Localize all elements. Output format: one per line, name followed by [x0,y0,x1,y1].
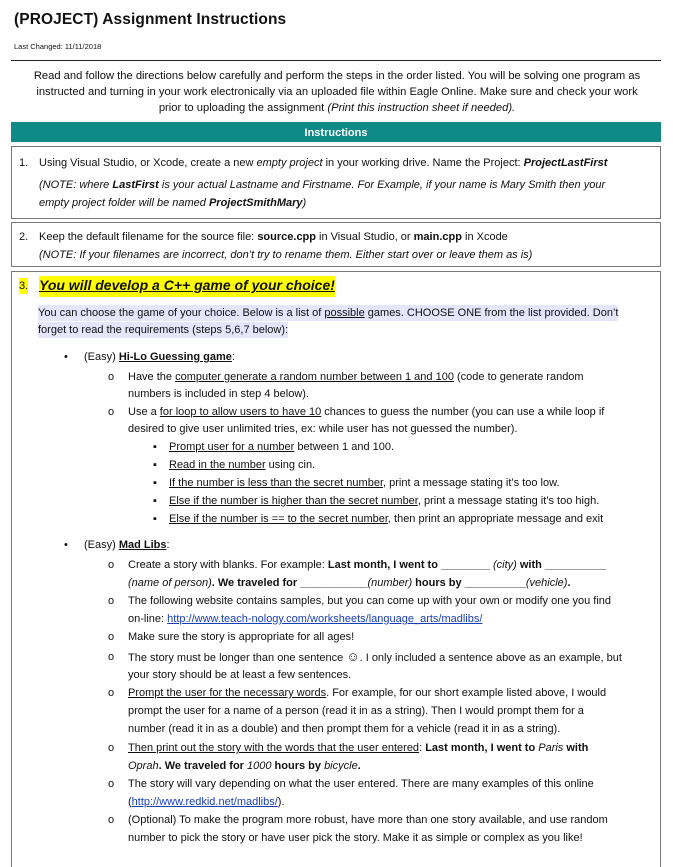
list-item: The story will vary depending on what the user entered. There are many examples of this online [128,778,594,790]
list-item: (Optional) To make the program more robust, have more than one story available, and use random [128,814,608,826]
circle-bullet: o [108,814,115,826]
circle-bullet: o [108,371,115,383]
disc-bullet: • [64,351,68,363]
list-item: The following website contains samples, but you can come up with your own or modify one you find [128,595,612,607]
list-item: your story should be at least a few sentences. [128,669,352,681]
intro-emphasis: (Print this instruction sheet if needed). [327,102,516,114]
step-number: 2. [19,231,29,243]
list-item: Use a for loop to allow users to have 10 chances to guess the number (you can use a while loop if [128,406,605,418]
step-3-title: You will develop a C++ game of your choice! [39,276,335,297]
list-item: Else if the number is == to the secret number, then print an appropriate message and exit [169,513,604,525]
smiley-icon: ☺ [346,649,360,664]
title-divider [11,60,661,61]
step-number: 1. [19,157,29,169]
list-item: numbers is included in step 4 below). [128,388,309,400]
step-2-cell [11,222,661,267]
game-option-hilo: (Easy) Hi-Lo Guessing game: [84,351,235,363]
list-item: prompt the user for a name of a person (read it in as a string). Then I would prompt them for a [128,705,584,717]
list-item: Have the computer generate a random number between 1 and 100 (code to generate random [128,371,584,383]
step-3-cell [11,271,661,867]
instructions-header: Instructions [11,122,661,142]
intro-line [12,100,662,116]
circle-bullet: o [108,559,115,571]
circle-bullet: o [108,778,115,790]
list-item: number (read it in as a double) and then prompt them for a vehicle (read it in as a string). [128,723,561,735]
circle-bullet: o [108,631,115,643]
circle-bullet: o [108,742,115,754]
list-item: (name of person). We traveled for ___________(number) hours by __________(vehicle). [128,577,571,589]
step-1-note: empty project folder will be named ProjectSmithMary) [39,197,307,209]
circle-bullet: o [108,651,115,663]
list-item: Then print out the story with the words that the user entered: Last month, I went to Paris with [128,742,589,754]
list-item: (http://www.redkid.net/madlibs/). [128,796,285,808]
list-item: The story must be longer than one sentence ☺. I only included a sentence above as an example, but [128,649,622,664]
step-2-note: (NOTE: If your filenames are incorrect, don’t try to rename them. Either start over or leave them as is) [39,249,533,261]
list-item: Create a story with blanks. For example: Last month, I went to ________ (city) with __________ [128,559,607,571]
step-3-description: You can choose the game of your choice. Below is a list of possible games. CHOOSE ONE from the list provided. Don’t [38,307,619,319]
list-item: Oprah. We traveled for 1000 hours by bicycle. [128,760,361,772]
list-item: Make sure the story is appropriate for all ages! [128,631,355,643]
step-3-description: forget to read the requirements (steps 5,6,7 below): [38,324,289,336]
square-bullet: ▪ [153,459,157,471]
list-item: desired to give user unlimited tries, ex: while user has not guessed the number). [128,423,518,435]
list-item: number to pick the story or have user pick the story. Make it as simple or complex as you like! [128,832,583,844]
list-item: on-line: http://www.teach-nology.com/worksheets/language_arts/madlibs/ [128,613,483,625]
step-1-text: Using Visual Studio, or Xcode, create a new empty project in your working drive. Name the Project: ProjectLastFirst [39,157,608,169]
last-changed-date: Last Changed: 11/11/2018 [14,42,102,51]
game-option-madlibs: (Easy) Mad Libs: [84,539,170,551]
disc-bullet: • [64,539,68,551]
circle-bullet: o [108,406,115,418]
madlibs-link[interactable]: http://www.teach-nology.com/worksheets/language_arts/madlibs/ [167,613,483,625]
list-item: Read in the number using cin. [169,459,316,471]
square-bullet: ▪ [153,495,157,507]
page-title: (PROJECT) Assignment Instructions [14,11,287,28]
intro-line: instructed and turning in your work electronically via an uploaded file within Eagle Online. Make sure and check your work [36,86,638,98]
intro-line: Read and follow the directions below carefully and perform the steps in the order listed. You will be solving one program as [33,70,641,82]
circle-bullet: o [108,595,115,607]
square-bullet: ▪ [153,441,157,453]
intro-text: prior to uploading the assignment [158,102,328,114]
square-bullet: ▪ [153,513,157,525]
step-number: 3. [19,280,29,292]
list-item: Prompt user for a number between 1 and 100. [169,441,395,453]
step-1-cell [11,146,661,219]
step-1-note: (NOTE: where LastFirst is your actual Lastname and Firstname. For Example, if your name is Mary Smith then your [39,179,606,191]
step-2-text: Keep the default filename for the source file: source.cpp in Visual Studio, or main.cpp in Xcode [39,231,508,243]
redkid-link[interactable]: http://www.redkid.net/madlibs/ [131,796,278,808]
intro-paragraph [12,68,662,116]
list-item: If the number is less than the secret number, print a message stating it’s too low. [169,477,560,489]
list-item: Else if the number is higher than the secret number, print a message stating it’s too high. [169,495,600,507]
square-bullet: ▪ [153,477,157,489]
list-item: Prompt the user for the necessary words. For example, for our short example listed above, I would [128,687,607,699]
circle-bullet: o [108,687,115,699]
